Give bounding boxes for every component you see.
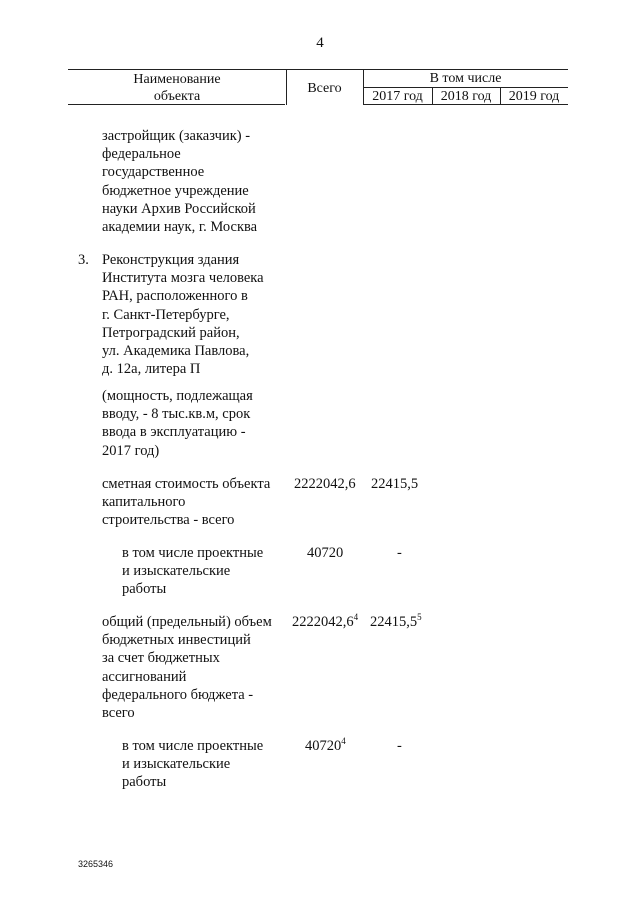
header-total-column: Всего <box>307 81 342 96</box>
investment-volume-total: 2222042,6$^4$ <box>292 612 359 630</box>
header-year-2019: 2019 год <box>508 89 560 104</box>
developer-text: застройщик (заказчик) - федеральное государственное бюджетное учреждение науки Архив Российской академии наук, г. Москва <box>102 128 258 236</box>
footnote-mark: 4 <box>353 612 359 622</box>
footnote-mark: 4 <box>341 736 346 746</box>
document-code: 3265346 <box>78 859 114 869</box>
item-number: 3. <box>78 252 89 268</box>
header-year-2018: 2018 год <box>440 89 492 104</box>
design-works-2017-2: - <box>397 738 402 754</box>
header-name-column: Наименование объекта <box>133 72 221 104</box>
header-including: В том числе <box>429 71 502 86</box>
header-year-2017: 2017 год <box>372 89 423 104</box>
estimate-total: 2222042,6 <box>294 476 356 492</box>
item-capacity: (мощность, подлежащая вводу, - 8 тыс.кв.м, срок ввода в эксплуатацию - 2017 год) <box>102 388 253 459</box>
footnote-mark: 5 <box>417 612 422 622</box>
design-works-2017-1: - <box>397 545 402 561</box>
investment-volume-label: общий (предельный) объем бюджетных инвестиций за счет бюджетных ассигнований федерального бюджета - всего <box>102 614 272 722</box>
page-number: 4 <box>316 35 324 51</box>
investment-volume-2017: 22415,5$^5$ <box>370 612 422 630</box>
estimate-2017: 22415,5 <box>371 476 419 492</box>
design-works-label-1: в том числе проектные и изыскательские работы <box>122 545 264 598</box>
design-works-label-2: в том числе проектные и изыскательские работы <box>122 738 264 791</box>
design-works-total-2: 40720$^4$ <box>305 736 346 754</box>
item-title: Реконструкция здания Института мозга человека РАН, расположенного в г. Санкт-Петербурге, Петроградский район, ул. Академика Павлова, д. 12а, литера П <box>102 252 264 378</box>
estimate-label: сметная стоимость объекта капитального строительства - всего <box>102 476 271 529</box>
design-works-total-1: 40720 <box>307 545 344 561</box>
